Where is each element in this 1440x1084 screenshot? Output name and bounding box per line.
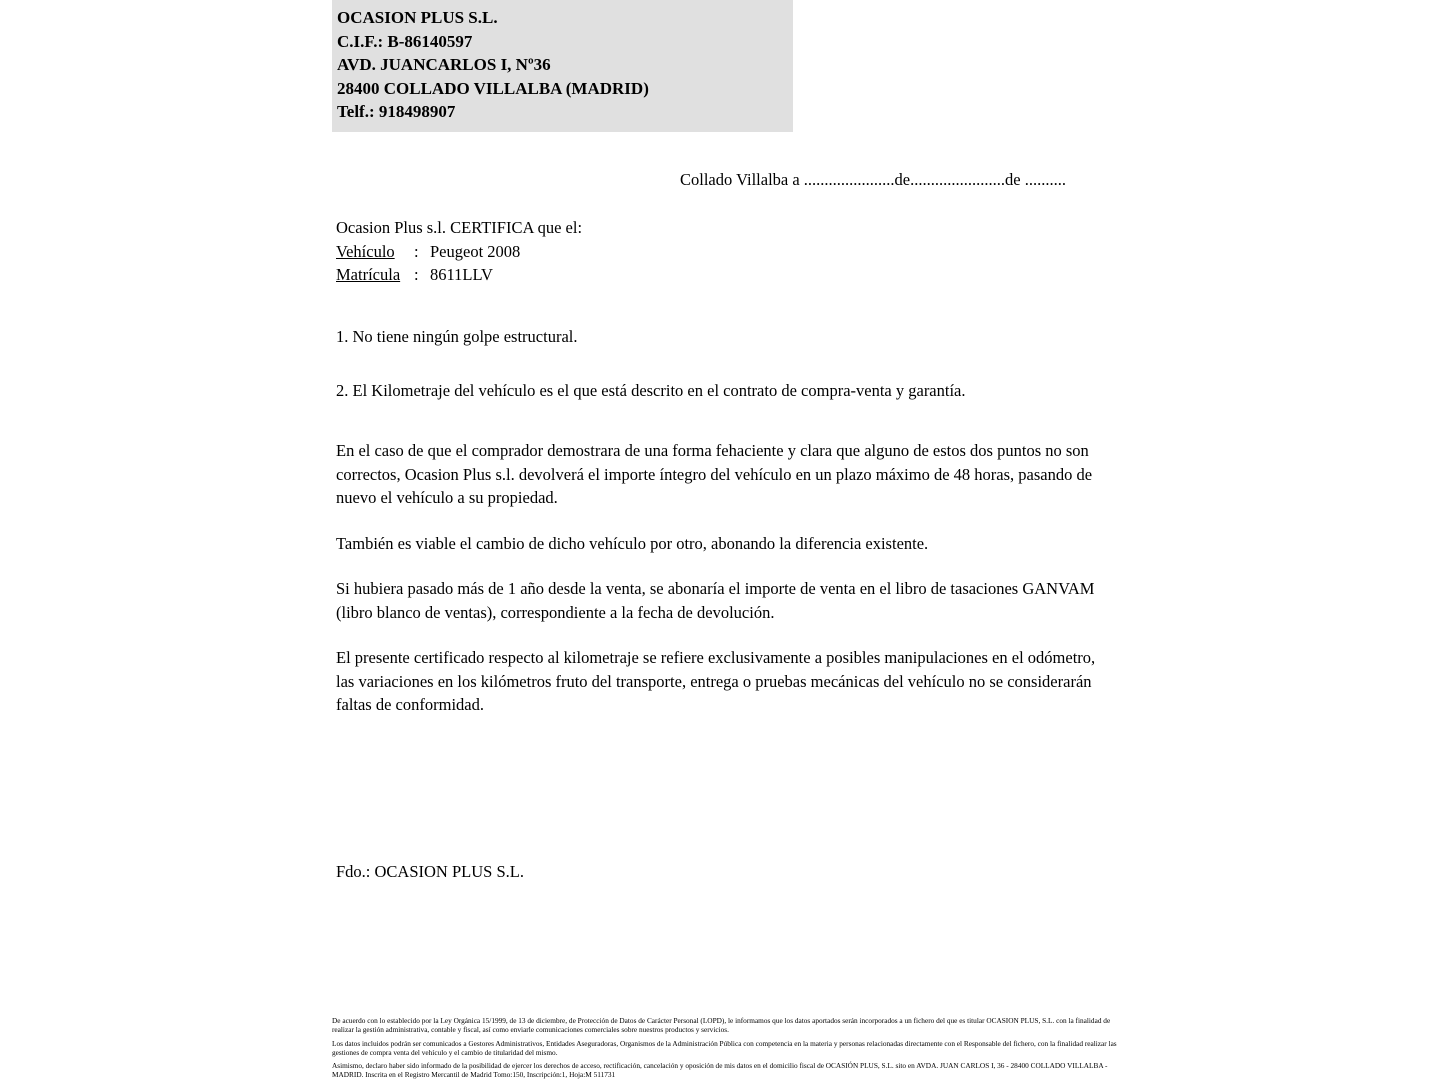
vehicle-label: Vehículo: [336, 241, 395, 261]
point-1: 1. No tiene ningún golpe estructural.: [336, 327, 578, 346]
certification-intro: Ocasion Plus s.l. CERTIFICA que el:: [336, 218, 583, 237]
paragraph-ganvam: Si hubiera pasado más de 1 año desde la venta, se abonaría el importe de venta en el libro de tasaciones GANVAM (libro blanco de ventas), correspondiente a la fecha de devolución.: [336, 579, 1095, 622]
company-city: 28400 COLLADO VILLALBA (MADRID): [337, 78, 649, 98]
legal-paragraph-1: De acuerdo con lo establecido por la Ley Orgánica 15/1999, de 13 de diciembre, de Protección de Datos de Carácter Personal (LOPD), le informamos que los datos aportados serán incorporados a un fichero del que es titular OCASION PLUS, S.L. con la finalidad de realizar la gestión administrativa, contable y fiscal, así como enviarle comunicaciones comerciales sobre nuestros productos y servicios.: [332, 1016, 1111, 1035]
point-2: 2. El Kilometraje del vehículo es el que está descrito en el contrato de compra-venta y garantía.: [336, 380, 966, 400]
vehicle-row: [336, 240, 582, 264]
company-cif: C.I.F.: B-86140597: [337, 31, 473, 51]
legal-paragraph-3: Asimismo, declaro haber sido informado de la posibilidad de ejercer los derechos de acceso, rectificación, cancelación y oposición de mis datos en el domicilio fiscal de OCASIÓN PLUS, S.L. sito en AVDA. JUAN CARLOS I, 36 - 28400 COLLADO VILLALBA - MADRID. Inscrita en el Registro Mercantil de Madrid Tomo:150, Inscripción:1, Hoja:M 511731: [332, 1061, 1108, 1080]
vehicle-separator: :: [414, 241, 419, 261]
vehicle-value: Peugeot 2008: [430, 241, 521, 261]
plate-label: Matrícula: [336, 265, 401, 284]
legal-notice: [332, 1016, 1122, 1084]
paragraph-refund: En el caso de que el comprador demostrara de una forma fehaciente y clara que alguno de estos dos puntos no son correctos, Ocasion Plus s.l. devolverá el importe íntegro del vehículo en un plazo máximo de 48 horas, pasando de nuevo el vehículo a su propiedad.: [336, 441, 1093, 507]
paragraph-exchange: También es viable el cambio de dicho vehículo por otro, abonando la diferencia existente.: [336, 533, 929, 553]
company-address: AVD. JUANCARLOS I, Nº36: [337, 55, 551, 74]
date-line: Collado Villalba a ......................de.......................de ..........: [680, 170, 1066, 189]
company-phone: Telf.: 918498907: [337, 102, 456, 121]
legal-paragraph-2: Los datos incluidos podrán ser comunicados a Gestores Administrativos, Entidades Aseguradoras, Organismos de la Administración Pública con competencia en la materia y personas relacionadas directamente con el Responsable del fichero, con la finalidad realizar las gestiones de compra venta del vehículo y el cambio de titularidad del mismo.: [332, 1038, 1117, 1057]
body-paragraphs: [336, 439, 1106, 739]
paragraph-odometer: El presente certificado respecto al kilometraje se refiere exclusivamente a posibles manipulaciones en el odómetro, las variaciones en los kilómetros fruto del transporte, entrega o pruebas mecánicas del vehículo no se considerarán faltas de conformidad.: [336, 648, 1096, 714]
plate-value: 8611LLV: [430, 265, 493, 284]
certification-block: [336, 216, 582, 287]
plate-separator: :: [414, 265, 419, 284]
signature-line: Fdo.: OCASION PLUS S.L.: [336, 862, 524, 881]
company-header-box: [332, 0, 793, 132]
company-name: OCASION PLUS S.L.: [337, 8, 498, 27]
certified-points: [336, 325, 966, 432]
plate-row: [336, 263, 582, 287]
